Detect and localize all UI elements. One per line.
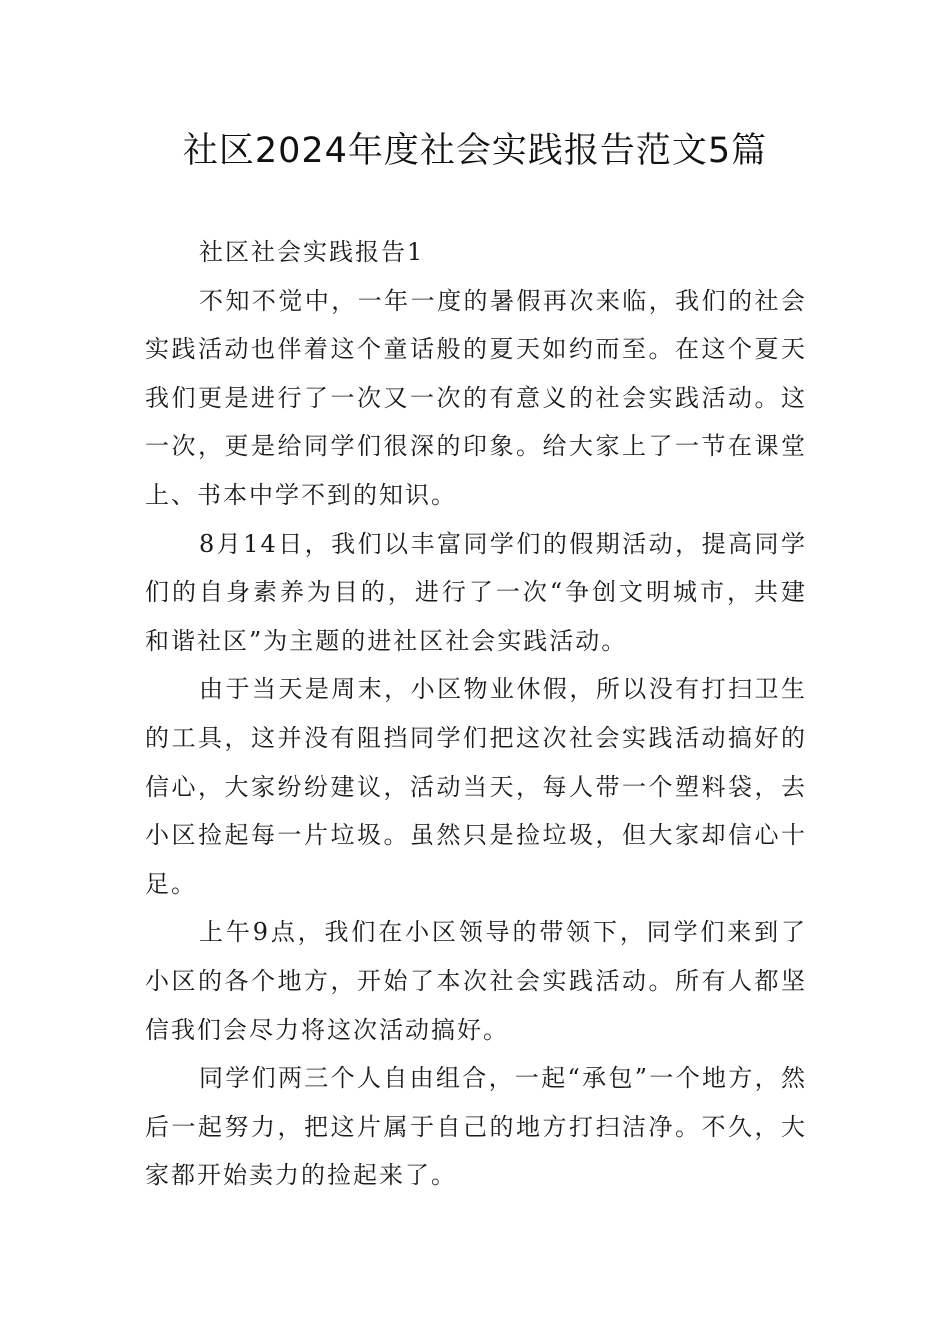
paragraph: 同学们两三个人自由组合，一起“承包”一个地方，然后一起努力，把这片属于自己的地方打扫洁净。不久，大家都开始卖力的捡起来了。 [145,1064,807,1190]
paragraph: 不知不觉中，一年一度的暑假再次来临，我们的社会实践活动也伴着这个童话般的夏天如约而至。在这个夏天我们更是进行了一次又一次的有意义的社会实践活动。这一次，更是给同学们很深的印象。给大家上了一节在课堂上、书本中学不到的知识。 [145,286,807,509]
paragraph: 8月14日，我们以丰富同学们的假期活动，提高同学们的自身素养为目的，进行了一次“争创文明城市，共建和谐社区”为主题的进社区社会实践活动。 [145,529,807,655]
section-heading: 社区社会实践报告1 [199,238,425,266]
paragraph: 上午9点，我们在小区领导的带领下，同学们来到了小区的各个地方，开始了本次社会实践活动。所有人都坚信我们会尽力将这次活动搞好。 [145,918,807,1044]
document-title: 社区2024年度社会实践报告范文5篇 [182,131,768,171]
document-body [145,228,807,1200]
paragraph: 由于当天是周末，小区物业休假，所以没有打扫卫生的工具，这并没有阻挡同学们把这次社会实践活动搞好的信心，大家纷纷建议，活动当天，每人带一个塑料袋，去小区捡起每一片垃圾。虽然只是捡垃圾，但大家却信心十足。 [145,675,807,898]
